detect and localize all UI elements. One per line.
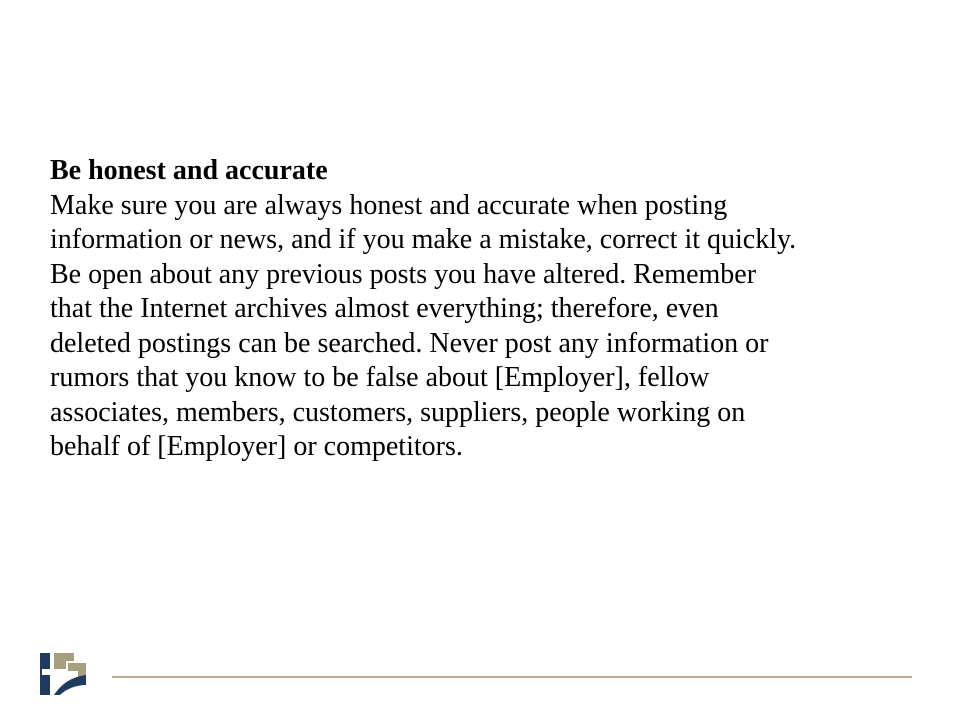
body-line: behalf of [Employer] or competitors.	[50, 431, 463, 462]
body-line: Make sure you are always honest and accurate when posting	[50, 189, 728, 221]
body-line: rumors that you know to be false about [Employer], fellow	[50, 362, 710, 393]
slide-heading: Be honest and accurate	[50, 155, 328, 186]
logo-navy-sweep	[54, 675, 86, 695]
footer-divider	[112, 676, 912, 678]
body-line: deleted postings can be searched. Never post any information or	[50, 327, 769, 359]
body-line: Be open about any previous posts you have altered. Remember	[50, 258, 757, 290]
body-line: that the Internet archives almost everything; therefore, even	[50, 293, 719, 324]
body-line: information or news, and if you make a mistake, correct it quickly.	[50, 224, 797, 255]
body-line: associates, members, customers, suppliers, people working on	[50, 396, 746, 428]
slide-body	[50, 189, 920, 465]
slide-content	[50, 154, 920, 465]
logo-navy-part	[40, 653, 50, 695]
company-logo-icon	[38, 651, 88, 697]
